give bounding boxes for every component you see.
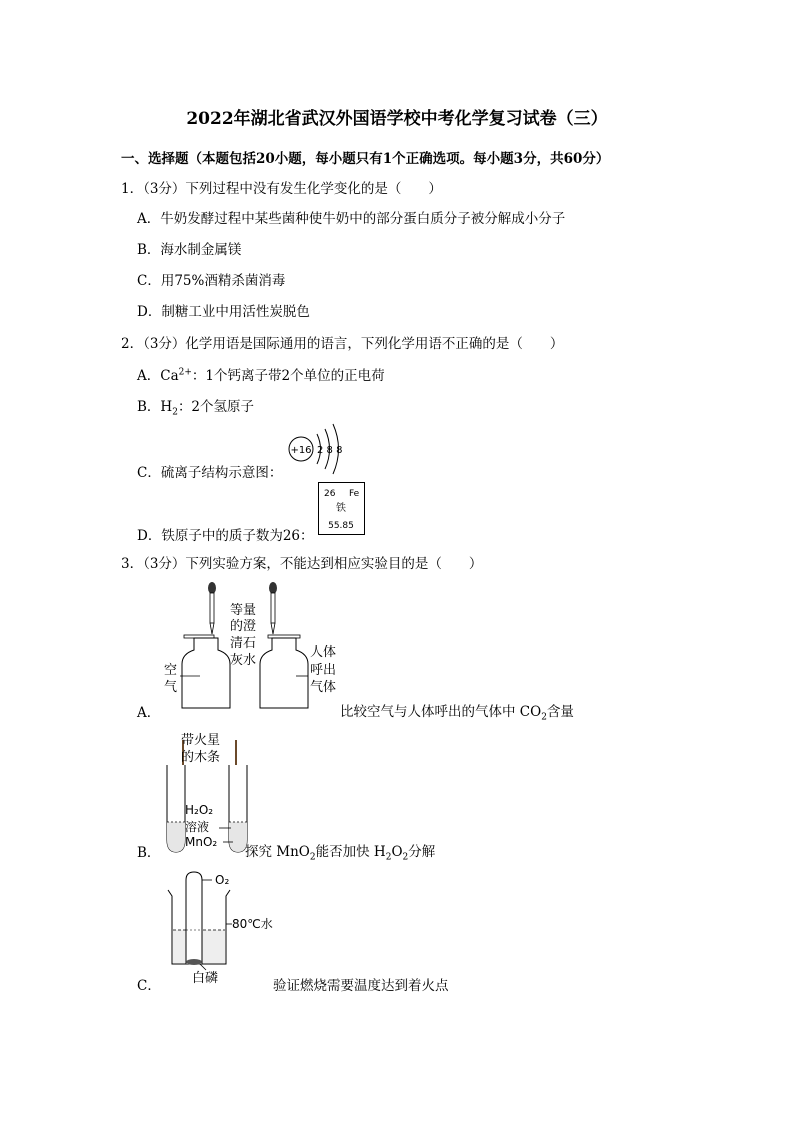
q2-b-text: ：2个氢原子 [177, 399, 255, 415]
q3-option-b-text [245, 840, 435, 863]
q1-option-c: C．用75%酒精杀菌消毒 [137, 273, 286, 289]
q1-stem: 1．（3分）下列过程中没有发生化学变化的是（ ） [121, 181, 442, 197]
q2-a-prefix: A．Ca [137, 368, 179, 384]
q3-option-c-text: 验证燃烧需要温度达到着火点 [273, 978, 449, 994]
q1-option-a: A．牛奶发酵过程中某些菌种使牛奶中的部分蛋白质分子被分解成小分子 [137, 211, 566, 227]
iron-atomic-number: 26 [324, 489, 336, 499]
label-equal: 等量 [230, 603, 257, 618]
label-h2o2: H₂O₂ [185, 803, 214, 817]
q3-a-sub: 2 [541, 712, 547, 723]
q2-option-d: D．铁原子中的质子数为26： [137, 528, 314, 544]
label-lime: 清石 [230, 636, 257, 651]
q2-a-text: ：1个钙离子带2个单位的正电荷 [191, 368, 385, 384]
q3-b-text-o: O [391, 844, 403, 860]
sulfur-shells: 2 8 8 [317, 445, 343, 456]
label-breath-1: 人体 [310, 645, 337, 660]
q1-option-d: D．制糖工业中用活性炭脱色 [137, 304, 310, 320]
q3-option-a-text [340, 700, 574, 723]
label-white-phosphorus: 白磷 [192, 971, 219, 986]
label-hot-water: 80℃水 [232, 917, 273, 931]
q2-option-a [137, 364, 385, 384]
iron-element-card [318, 482, 366, 536]
page-title: 2022年湖北省武汉外国语学校中考化学复习试卷（三） [186, 109, 608, 129]
q2-option-c: C．硫离子结构示意图： [137, 465, 283, 481]
q2-stem: 2．（3分）化学用语是国际通用的语言，下列化学用语不正确的是（ ） [121, 336, 564, 352]
q3-b-text-mid: 能否加快 H [315, 844, 386, 860]
q2-b-subscript: 2 [172, 407, 178, 418]
q1-option-b: B．海水制金属镁 [137, 242, 242, 258]
label-mno2: MnO₂ [185, 835, 218, 849]
sulfur-ion-diagram [284, 422, 354, 480]
q2-a-charge: 2+ [178, 367, 192, 378]
label-breath-2: 呼出 [310, 663, 337, 678]
combustion-temperature-figure [160, 868, 290, 988]
q3-option-c-label: C． [137, 978, 161, 994]
q3-a-text-post: 含量 [546, 704, 574, 720]
iron-mass: 55.85 [328, 521, 354, 531]
label-breath-3: 气体 [310, 680, 337, 695]
iron-symbol: Fe [349, 489, 360, 499]
q2-b-prefix: B．H [137, 399, 173, 415]
q3-option-b-label: B． [137, 845, 161, 861]
iron-name: 铁 [336, 503, 346, 514]
q3-b-text-pre: 探究 MnO [245, 844, 310, 860]
q2-option-b [137, 395, 254, 418]
label-o2: O₂ [215, 873, 230, 887]
mno2-catalysis-figure [155, 730, 305, 855]
label-air-2: 气 [164, 680, 178, 695]
q3-a-text-pre: 比较空气与人体呼出的气体中 CO [340, 704, 542, 720]
q3-b-sub-2: 2 [385, 852, 392, 863]
sulfur-nucleus: +16 [290, 445, 312, 456]
label-splint-2: 的木条 [181, 750, 221, 765]
section-heading: 一、选择题（本题包括20小题，每小题只有1个正确选项。每小题3分，共60分） [121, 151, 610, 167]
q3-b-sub-3: 2 [402, 852, 409, 863]
q3-option-a-label: A． [137, 705, 161, 721]
q3-stem: 3．（3分）下列实验方案，不能达到相应实验目的是（ ） [121, 556, 483, 572]
label-solution: 溶液 [185, 820, 210, 834]
label-clear: 的澄 [230, 619, 257, 634]
lime-water-comparison-figure [160, 578, 350, 718]
label-splint-1: 带火星 [181, 733, 221, 748]
label-air-1: 空 [164, 663, 178, 678]
q3-b-sub-1: 2 [309, 852, 316, 863]
q3-b-text-post: 分解 [408, 844, 436, 860]
label-water: 灰水 [230, 653, 257, 668]
